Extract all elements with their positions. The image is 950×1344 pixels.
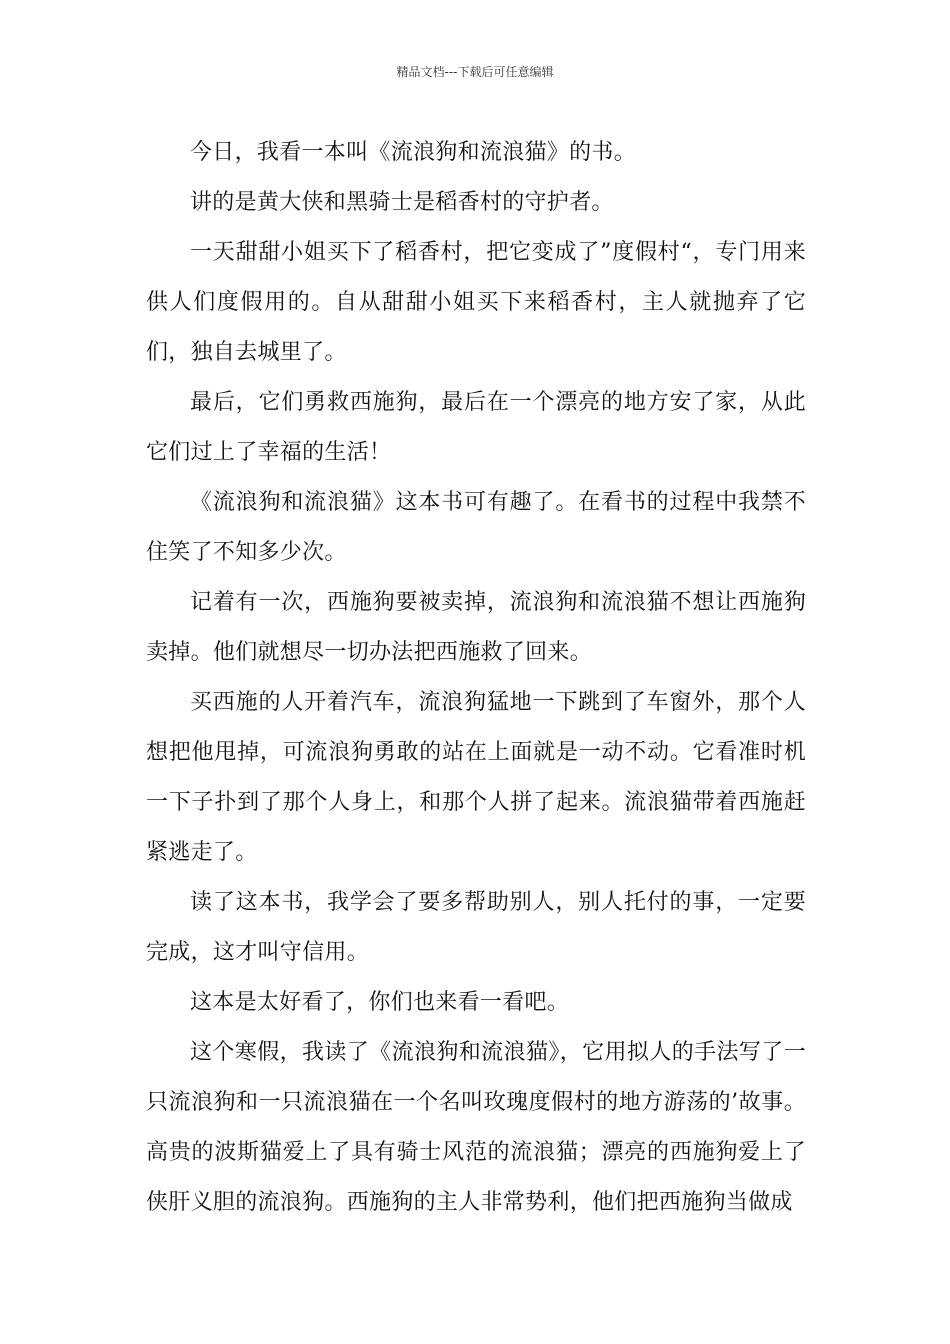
paragraph: 这本是太好看了，你们也来看一看吧。: [190, 990, 570, 1015]
document-body: [146, 128, 806, 1228]
paragraph: 买西施的人开着汽车，流浪狗猛地一下跳到了车窗外，那个人想把他甩掉，可流浪狗勇敢的站在上面就是一动不动。它看准时机一下子扑到了那个人身上，和那个人拼了起来。流浪猫带着西施赶紧逃走了。: [146, 690, 806, 865]
paragraph: 讲的是黄大侠和黑骑士是稻香村的守护者。: [190, 190, 614, 215]
paragraph: 读了这本书，我学会了要多帮助别人，别人托付的事，一定要完成，这才叫守信用。: [146, 890, 806, 965]
paragraph: 一天甜甜小姐买下了稻香村，把它变成了”度假村“，专门用来供人们度假用的。自从甜甜小姐买下来稻香村，主人就抛弃了它们，独自去城里了。: [146, 240, 806, 365]
page-header: 精品文档---下载后可任意编辑: [396, 65, 554, 79]
paragraph: 最后，它们勇救西施狗，最后在一个漂亮的地方安了家，从此它们过上了幸福的生活！: [146, 390, 806, 465]
paragraph: 今日，我看一本叫《流浪狗和流浪猫》的书。: [190, 140, 637, 165]
paragraph: 《流浪狗和流浪猫》这本书可有趣了。在看书的过程中我禁不住笑了不知多少次。: [146, 490, 806, 565]
paragraph: 记着有一次，西施狗要被卖掉，流浪狗和流浪猫不想让西施狗卖掉。他们就想尽一切办法把西施救了回来。: [146, 590, 806, 665]
paragraph: 这个寒假，我读了《流浪狗和流浪猫》，它用拟人的手法写了一只流浪狗和一只流浪猫在一个名叫玫瑰度假村的地方游荡的’故事。高贵的波斯猫爱上了具有骑士风范的流浪猫；漂亮的西施狗爱上了侠肝义胆的流浪狗。西施狗的主人非常势利，他们把西施狗当做成: [146, 1040, 806, 1215]
